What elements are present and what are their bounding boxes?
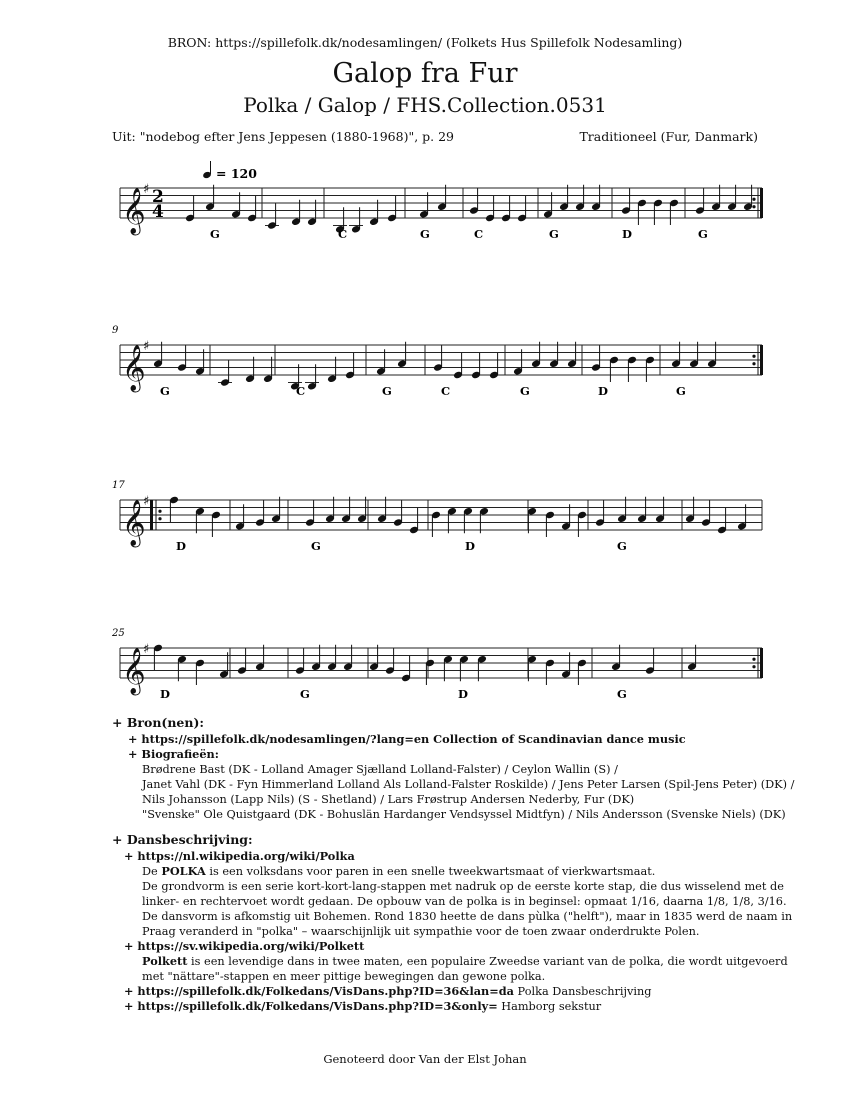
polka-desc-line: De grondvorm is een serie kort-kort-lang-stappen met nadruk op de eerste korte stap, die dus wisselend met de [142,880,784,893]
tempo-marking: = 120 [216,166,257,181]
composer-text: Traditioneel (Fur, Danmark) [579,129,758,144]
chord-symbol: G [520,384,530,398]
source-line: BRON: https://spillefolk.dk/nodesamlingen/ (Folkets Hus Spillefolk Nodesamling) [167,35,683,50]
key-signature-sharp: ♯ [143,339,150,354]
dance-link-text: Hamborg sekstur [497,1000,602,1013]
measure-number: 25 [112,628,125,639]
end-thick-bar [760,648,763,678]
dance-link-row [124,984,652,999]
chord-symbol: D [458,687,468,701]
key-signature-sharp: ♯ [143,642,150,657]
repeat-thick-bar [150,500,153,530]
bio-line: Nils Johansson (Lapp Nils) (S - Shetland) / Lars Frøstrup Andersen Nederby, Fur (DK) [142,793,635,806]
chord-symbol: D [622,227,632,241]
bio-line: "Svenske" Ole Quistgaard (DK - Bohuslän Hardanger Vendsyssel Midtfyn) / Nils Andersson (Svenske Niels) (DK) [142,808,786,821]
polka-desc-line: De dansvorm is afkomstig uit Bohemen. Rond 1830 heette de dans pùlka ("helft"), maar in 1835 werd de naam in [142,910,793,923]
chord-symbol: G [311,539,321,553]
wiki-nl-link[interactable]: + https://nl.wikipedia.org/wiki/Polka [124,849,355,863]
bio-line: Janet Vahl (DK - Fyn Himmerland Lolland Als Lolland-Falster Roskilde) / Jens Peter Larsen (Spil-Jens Peter) (DK) / [142,778,795,791]
repeat-dot [752,205,755,208]
polka-rest: is een volksdans voor paren in een snelle tweekwartsmaat of vierkwartsmaat. [205,865,656,878]
chord-symbol: G [676,384,686,398]
time-signature-top: 2 [152,187,164,207]
repeat-dot [158,517,161,520]
treble-clef: 𝄞 [122,345,146,391]
chord-symbol: G [382,384,392,398]
chord-symbol: C [474,227,484,241]
polkett-bold: Polkett [142,954,188,968]
chord-symbol: G [300,687,310,701]
measure-number: 9 [112,325,119,336]
footer-credit: Genoteerd door Van der Elst Johan [323,1052,527,1066]
repeat-dot [752,198,755,201]
dance-heading: + Dansbeschrijving: [112,832,253,847]
polkett-desc-line: met "nättare"-stappen en meer pittige bewegingen dan gewone polka. [142,970,546,983]
polka-lead: De [142,865,162,878]
repeat-dot [752,362,755,365]
staff-system [112,480,762,553]
dance-link-url[interactable]: + https://spillefolk.dk/Folkedans/VisDans.php?ID=36&lan=da [124,984,514,998]
staff-system [111,628,763,701]
measure-number: 17 [112,480,125,491]
chord-symbol: G [420,227,430,241]
origin-text: Uit: "nodebog efter Jens Jeppesen (1880-1968)", p. 29 [112,129,455,144]
bio-heading: + Biografieën: [128,747,219,761]
chord-symbol: D [160,687,170,701]
repeat-dot [752,665,755,668]
polka-desc-line [142,864,655,879]
dance-link-text: Polka Dansbeschrijving [513,985,652,998]
chord-symbol: G [210,227,220,241]
chord-symbol: D [598,384,608,398]
wiki-sv-link[interactable]: + https://sv.wikipedia.org/wiki/Polkett [124,939,365,953]
time-signature-bottom: 4 [152,202,164,222]
page-subtitle: Polka / Galop / FHS.Collection.0531 [243,93,607,117]
end-thick-bar [760,345,763,375]
polkett-desc-line [142,954,788,969]
polka-bold: POLKA [161,864,206,878]
treble-clef: 𝄞 [122,500,146,546]
staff-system [120,161,763,241]
staff-system [112,325,763,398]
polkett-rest: is een levendige dans in twee maten, een populaire Zweedse variant van de polka, die wordt uitgevoerd [187,955,788,968]
polka-desc-line: linker- en rechtervoet wordt gedaan. De opbouw van de polka is in beginsel: opmaat 1/16, daarna 1/8, 1/8, 3/16. [142,895,787,908]
chord-symbol: G [549,227,559,241]
bio-line: Brødrene Bast (DK - Lolland Amager Sjælland Lolland-Falster) / Ceylon Wallin (S) / [142,763,618,776]
chord-symbol: G [617,539,627,553]
chord-symbol: G [698,227,708,241]
key-signature-sharp: ♯ [143,494,150,509]
chord-symbol: C [338,227,348,241]
end-thick-bar [760,188,763,218]
chord-symbol: D [465,539,475,553]
page-title: Galop fra Fur [332,58,518,89]
dance-link-url[interactable]: + https://spillefolk.dk/Folkedans/VisDans.php?ID=3&only= [124,999,498,1013]
dance-link-row [124,999,601,1014]
repeat-dot [752,658,755,661]
repeat-dot [158,510,161,513]
polka-desc-line: Praag veranderd in "polka" – waarschijnlijk uit sympathie voor de toen zwaar onderdrukte Polen. [142,925,700,938]
sources-heading: + Bron(nen): [112,715,204,730]
chord-symbol: G [617,687,627,701]
key-signature-sharp: ♯ [143,182,150,197]
source-link[interactable]: + https://spillefolk.dk/nodesamlingen/?lang=en Collection of Scandinavian dance music [128,732,686,746]
treble-clef: 𝄞 [122,648,146,694]
treble-clef: 𝄞 [122,188,146,234]
chord-symbol: D [176,539,186,553]
repeat-dot [752,355,755,358]
chord-symbol: C [441,384,451,398]
chord-symbol: G [160,384,170,398]
chord-symbol: C [296,384,306,398]
